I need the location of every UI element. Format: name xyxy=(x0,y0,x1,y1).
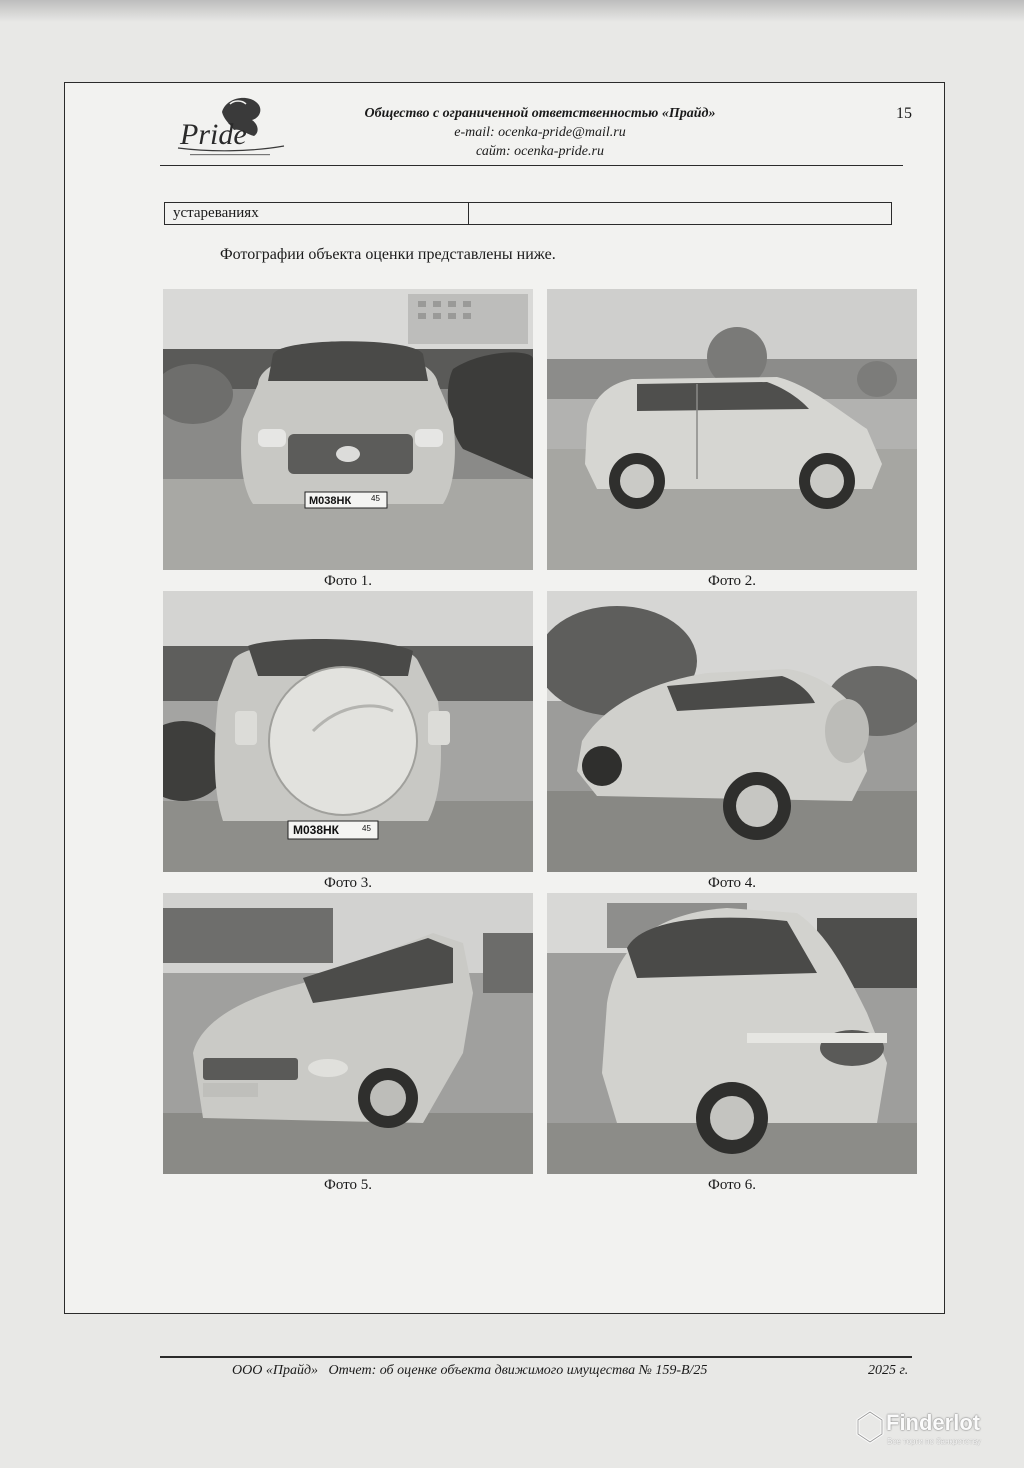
footer-year: 2025 г. xyxy=(868,1363,909,1378)
photo-1-caption: Фото 1. xyxy=(323,573,372,589)
photo-1 xyxy=(163,289,533,570)
photo-6-caption: Фото 6. xyxy=(707,1177,756,1193)
page-number: 15 xyxy=(896,105,912,122)
photo-2-caption: Фото 2. xyxy=(707,573,756,589)
photo-3-caption: Фото 3. xyxy=(323,875,372,891)
intro-text: Фотографии объекта оценки представлены ниже. xyxy=(220,246,556,263)
photo-4 xyxy=(547,591,917,872)
header-divider xyxy=(160,165,903,166)
photo-3-plate: М038НК xyxy=(293,823,340,837)
footer-divider xyxy=(160,1356,912,1358)
watermark-sub: Все торги по банкротству xyxy=(887,1437,981,1446)
table-cell-label: устареваниях xyxy=(165,203,469,224)
finderlot-watermark xyxy=(846,1406,1016,1456)
logo-text: Pride xyxy=(180,118,247,151)
photo-1-plate: М038НК xyxy=(309,495,352,507)
table-fragment xyxy=(164,202,892,225)
header-text xyxy=(290,104,790,161)
finderlot-icon xyxy=(856,1410,884,1444)
photo-1-plate-region: 45 xyxy=(371,494,380,503)
footer-text: ООО «Прайд» Отчет: об оценке объекта движимого имущества № 159-В/25 xyxy=(232,1363,708,1378)
photo-5-caption: Фото 5. xyxy=(323,1177,372,1193)
photo-5 xyxy=(163,893,533,1174)
company-email: e-mail: ocenka-pride@mail.ru xyxy=(454,125,626,140)
photo-4-caption: Фото 4. xyxy=(707,875,756,891)
photo-3 xyxy=(163,591,533,872)
watermark-name: Finderlot xyxy=(886,1410,981,1435)
company-logo xyxy=(160,90,290,160)
photo-2 xyxy=(547,289,917,570)
company-name: Общество с ограниченной ответственностью «Прайд» xyxy=(364,106,716,121)
photo-6 xyxy=(547,893,917,1174)
scan-edge xyxy=(0,0,1024,22)
company-site: сайт: ocenka-pride.ru xyxy=(476,144,604,159)
photo-3-plate-region: 45 xyxy=(362,824,371,833)
table-cell-value xyxy=(469,203,891,224)
